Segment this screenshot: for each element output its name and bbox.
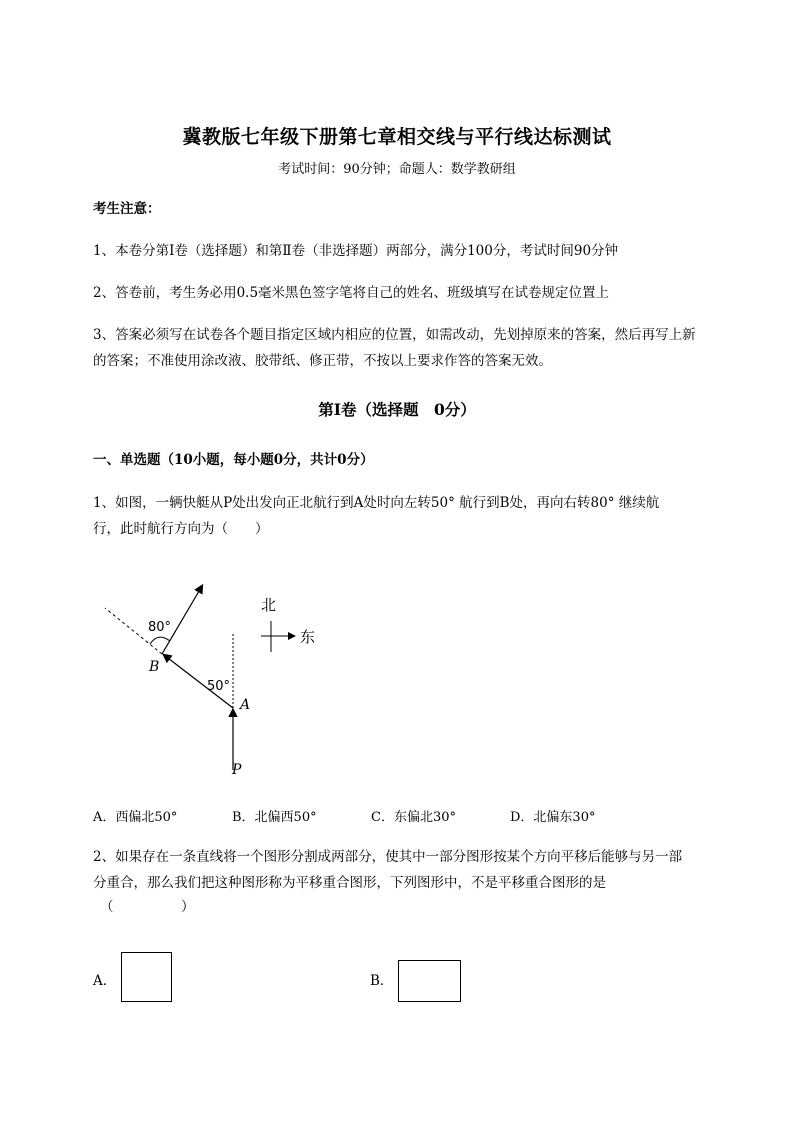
part-heading: 一、单选题（10小题，每小题0分，共计0分） <box>93 452 374 468</box>
angle-label-80: 80° <box>148 620 172 635</box>
compass-east-label: 东 <box>300 628 316 646</box>
notice-item-2: 2、答卷前，考生务必用0.5毫米黑色签字笔将自己的姓名、班级填写在试卷规定位置上 <box>93 285 610 301</box>
option-b[interactable]: B．北偏西50° <box>232 810 317 825</box>
exam-info: 考试时间：90分钟；命题人：数学教研组 <box>278 162 516 177</box>
q2-option-a-label[interactable]: A． <box>93 973 117 989</box>
point-label-a: A <box>240 697 251 713</box>
notice-item-1: 1、本卷分第I卷（选择题）和第Ⅱ卷（非选择题）两部分，满分100分，考试时间90分钟 <box>93 243 619 259</box>
option-a[interactable]: A．西偏北50° <box>93 810 178 825</box>
angle-arc-b <box>150 637 170 644</box>
q2-option-b-label[interactable]: B． <box>370 973 394 989</box>
notice-heading: 考生注意： <box>93 201 161 217</box>
question-1-figure <box>90 570 340 785</box>
point-label-p: P <box>232 762 242 778</box>
page-title: 冀教版七年级下册第七章相交线与平行线达标测试 <box>182 126 612 148</box>
section-title: 第I卷（选择题 0分） <box>318 400 476 419</box>
question-1-options <box>93 806 649 825</box>
question-1-text: 1、如图，一辆快艇从P处出发向正北航行到A处时向左转50° 航行到B处，再向右转80° 继续航 <box>93 495 660 511</box>
question-2-text-cont: 分重合，那么我们把这种图形称为平移重合图形，下列图形中，不是平移重合图形的是 <box>93 875 606 891</box>
notice-item-3: 3、答案必须写在试卷各个题目指定区域内相应的位置，如需改动，先划掉原来的答案，然后再写上新 <box>93 327 696 343</box>
compass-north-label: 北 <box>261 596 277 614</box>
notice-item-3-cont: 的答案；不准使用涂改液、胶带纸、修正带，不按以上要求作答的答案无效。 <box>93 353 552 369</box>
option-d[interactable]: D．北偏东30° <box>510 810 596 825</box>
angle-label-50: 50° <box>207 679 231 694</box>
q2-option-b-rectangle <box>398 960 461 1002</box>
q2-option-a-square <box>121 952 172 1002</box>
question-1-text-cont: 行，此时航行方向为（ ） <box>93 521 269 537</box>
point-label-b: B <box>149 659 160 675</box>
question-2-blank: （ ） <box>100 899 195 915</box>
option-c[interactable]: C．东偏北30° <box>371 810 456 825</box>
question-2-text: 2、如果存在一条直线将一个图形分割成两部分，使其中一部分图形按某个方向平移后能够与另一部 <box>93 849 683 865</box>
